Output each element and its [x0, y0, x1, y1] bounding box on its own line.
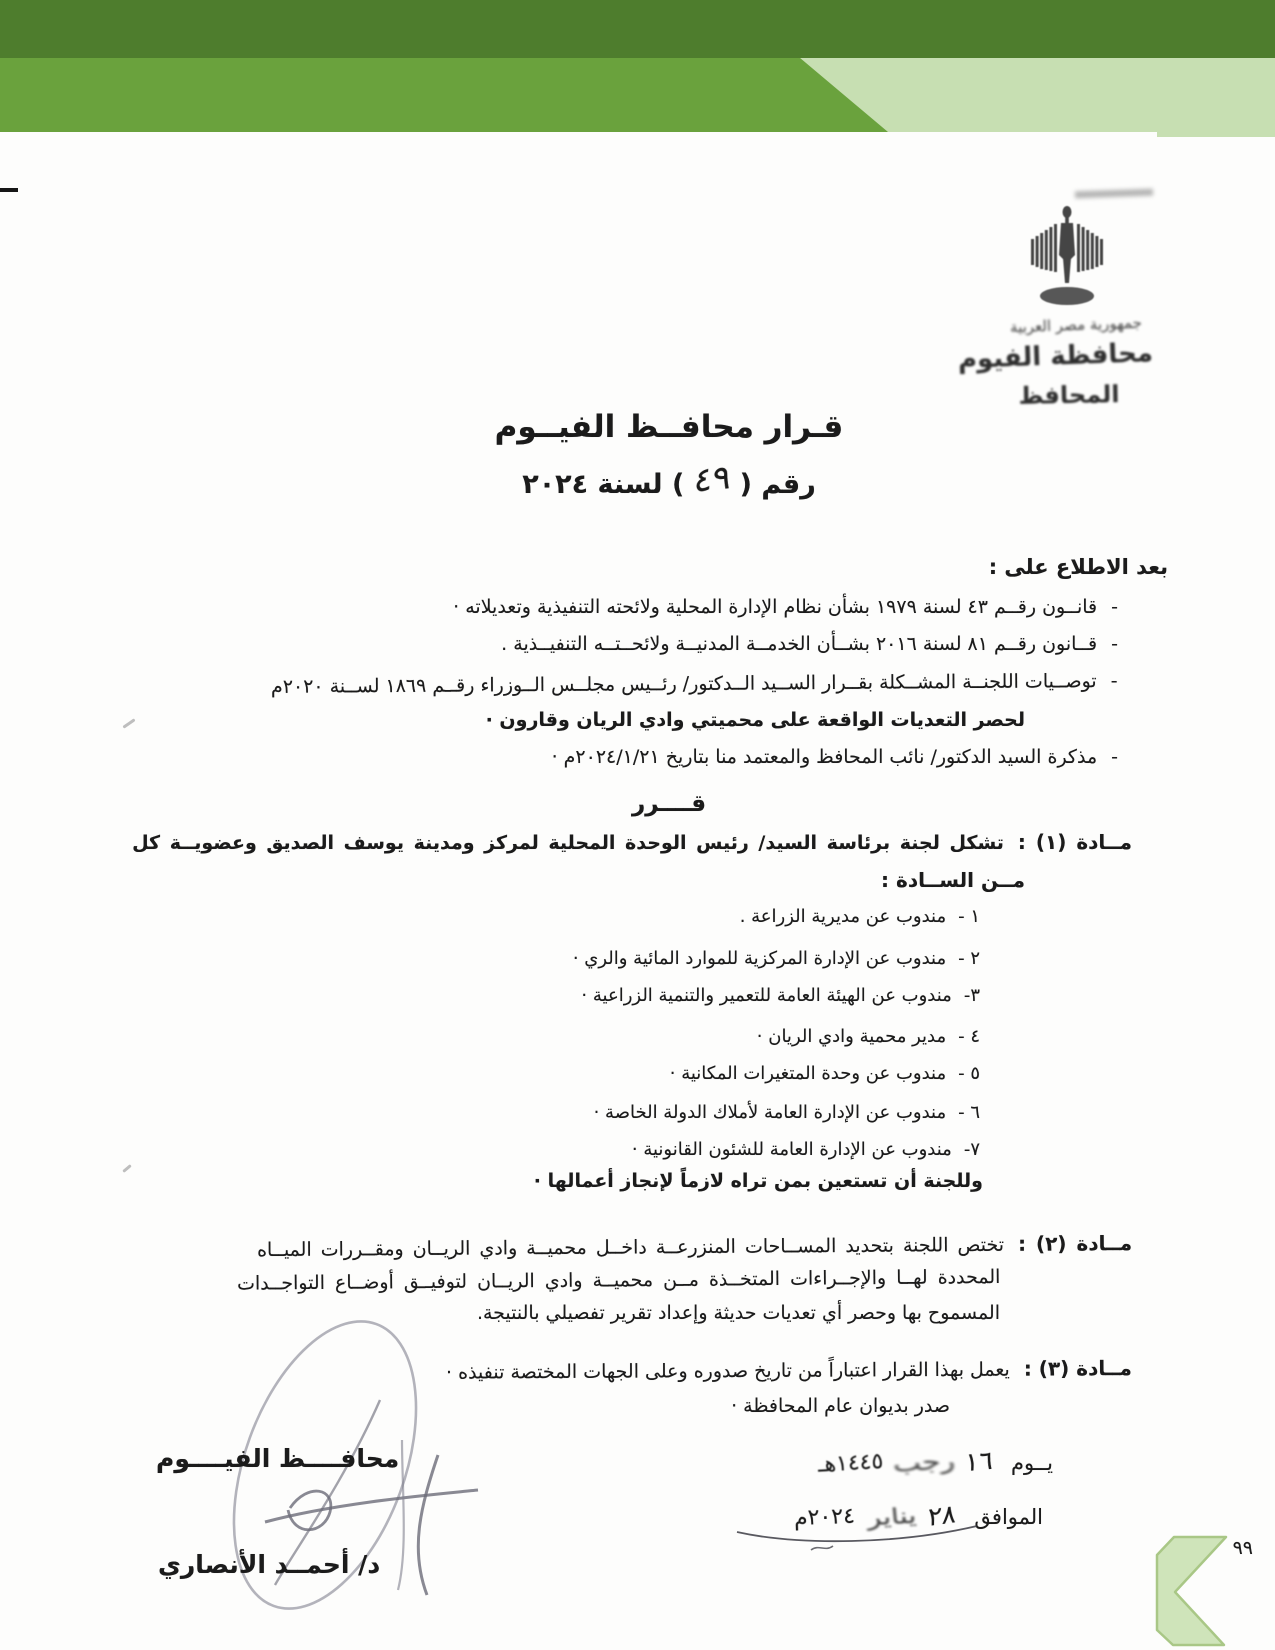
decree-number-line	[489, 457, 849, 504]
hijri-day-handwritten: ١٦	[964, 1445, 994, 1479]
hijri-date-label: يــوم	[1011, 1451, 1053, 1475]
member-number: ٦ -	[958, 1102, 980, 1123]
issued-at-line: صدر بديوان عام المحافظة ·	[731, 1395, 950, 1417]
article-2-text: تختص اللجنة بتحديد المســاحات المنزرعــة داخــل محميــة وادي الريــان ومقــررات الميــاه	[256, 1233, 1005, 1262]
dash-marker: -	[1111, 596, 1118, 618]
preamble-item-text: توصــيات اللجنــة المشــكلة بقــرار الســيد الــدكتور/ رئــيس مجلــس الــوزراء رقــم ١٨٦٩ لســنة ٢٠٢٠م	[271, 670, 1098, 698]
gregorian-day-handwritten: ٢٨	[927, 1499, 958, 1533]
preamble-heading: بعد الاطلاع على :	[988, 555, 1168, 579]
governor-title: محافــــظ الفيــــوم	[156, 1444, 400, 1473]
member-number: ٧-	[963, 1139, 980, 1160]
member-text: مندوب عن الإدارة المركزية للموارد المائية والري ·	[572, 948, 947, 969]
preamble-item-text: قانــون رقــم ٤٣ لسنة ١٩٧٩ بشأن نظام الإدارة المحلية ولائحته التنفيذية وتعديلاته ·	[453, 596, 1098, 618]
preamble-item	[552, 746, 1118, 770]
decree-number-prefix: رقم (	[739, 469, 816, 500]
member-text: مندوب عن الهيئة العامة للتعمير والتنمية الزراعية ·	[581, 985, 952, 1006]
member-text: مندوب عن الإدارة العامة للشئون القانونية ·	[631, 1139, 952, 1160]
decree-title: قـرار محافــظ الفيــوم	[494, 409, 844, 445]
member-list-item	[740, 906, 980, 929]
decision-heading: قــــرر	[631, 791, 707, 817]
article-1-label: مــادة (١) :	[1017, 830, 1132, 854]
scan-paper-edge	[1157, 137, 1275, 1650]
article-1-text: تشكل لجنة برئاسة السيد/ رئيس الوحدة المحلية لمركز ومدينة يوسف الصديق وعضويــة كل	[132, 832, 1004, 854]
article-1-line	[132, 830, 1132, 856]
stamp-governor-text: المحافظ	[1018, 380, 1120, 410]
hijri-month-handwritten: رجب	[891, 1449, 957, 1478]
preamble-item-text: مذكرة السيد الدكتور/ نائب المحافظ والمعتمد منا بتاريخ ٢٠٢٤/١/٢١م ·	[551, 746, 1098, 768]
member-text: مندوب عن مديرية الزراعة .	[739, 906, 947, 927]
header-band-dark-green	[0, 0, 1275, 58]
gregorian-year-handwritten: ٢٠٢٤م	[793, 1503, 856, 1532]
member-text: مندوب عن وحدة المتغيرات المكانية ·	[669, 1063, 947, 1084]
member-number: ٣-	[963, 985, 980, 1006]
member-number: ٤ -	[958, 1026, 980, 1047]
article-1-note: وللجنة أن تستعين بمن تراه لازماً لإنجاز أعمالها ·	[533, 1170, 983, 1192]
article-3-label: مــادة (٣) :	[1023, 1356, 1133, 1381]
dash-marker: -	[1111, 746, 1118, 768]
preamble-item	[501, 633, 1118, 657]
member-list-item	[632, 1139, 980, 1162]
article-1-members-intro: مــن الســادة :	[881, 868, 1025, 892]
preamble-item-continuation: لحصر التعديات الواقعة على محميتي وادي الريان وقارون ·	[485, 709, 1025, 731]
member-list-item	[594, 1102, 980, 1125]
stamp-governorate-text: محافظة الفيوم	[957, 338, 1154, 375]
hijri-year-handwritten: ١٤٤٥هـ	[817, 1449, 884, 1478]
gregorian-month-handwritten: يناير	[865, 1503, 918, 1532]
member-list-item	[757, 1026, 980, 1049]
article-2-line3: المسموح بها وحصر أي تعديات حديثة وإعداد تقرير تفصيلي بالنتيجة.	[476, 1302, 1000, 1324]
article-3-line	[446, 1356, 1132, 1385]
hijri-date-line	[818, 1446, 1053, 1479]
corner-chevron-decoration	[1150, 1530, 1235, 1650]
stamp-country-text: جمهورية مصر العربية	[1009, 313, 1143, 337]
member-number: ١ -	[958, 906, 980, 927]
article-2-label: مــادة (٢) :	[1017, 1231, 1133, 1256]
member-list-item	[573, 948, 980, 971]
preamble-item-text: قــانون رقــم ٨١ لسنة ٢٠١٦ بشــأن الخدمــة المدنيــة ولائحــتــه التنفيــذية .	[501, 633, 1098, 655]
governor-name: د/ أحمــد الأنصاري	[158, 1550, 381, 1579]
member-text: مندوب عن الإدارة العامة لأملاك الدولة الخاصة ·	[593, 1102, 947, 1123]
header-band-mid-green-diagonal	[0, 58, 888, 132]
member-list-item	[670, 1063, 980, 1086]
handwritten-underline-flourish	[715, 1518, 1005, 1563]
page-number: ٩٩	[1232, 1537, 1253, 1559]
member-text: مدير محمية وادي الريان ·	[756, 1026, 947, 1047]
scan-edge-mark	[0, 188, 18, 192]
egypt-eagle-emblem-icon	[1028, 203, 1106, 311]
dash-marker: -	[1111, 670, 1119, 693]
member-list-item	[581, 985, 980, 1008]
article-2-line2: المحددة لهــا والإجــراءات المتخــذة مــن محميــة وادي الريــان لتوفيــق أوضــاع التواجــدات	[236, 1266, 1001, 1295]
member-number: ٥ -	[958, 1063, 980, 1084]
decree-number-handwritten: ٤٩	[692, 457, 733, 501]
article-3-text: يعمل بهذا القرار اعتباراً من تاريخ صدوره وعلى الجهات المختصة تنفيذه ·	[446, 1358, 1010, 1384]
dash-marker: -	[1111, 633, 1118, 655]
preamble-item	[453, 596, 1118, 620]
gregorian-date-label: الموافق	[974, 1505, 1043, 1529]
member-number: ٢ -	[958, 948, 980, 969]
decree-number-suffix: ) لسنة ٢٠٢٤	[522, 469, 685, 500]
